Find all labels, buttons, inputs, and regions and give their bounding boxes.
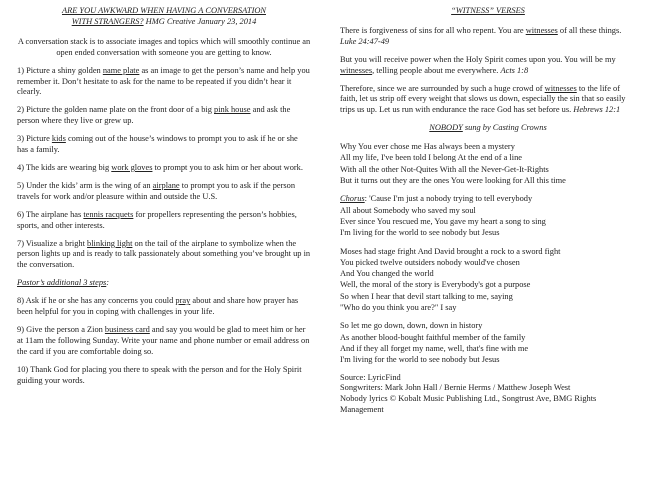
lyric-line: Why You ever chose me Has always been a mystery — [340, 142, 515, 152]
step-item: 8) Ask if he or she has any concerns you could pray about and share how prayer has been helpful for you in coping with challenges in your life. — [17, 296, 299, 317]
lyric-line: But it turns out they are the ones You were looking for All this time — [340, 176, 566, 186]
chorus-line: Ever since You rescued me, You gave my heart a song to sing — [340, 216, 546, 226]
chorus-line: Chorus: 'Cause I'm just a nobody trying to tell everybody — [340, 194, 533, 204]
lyric-line: Moses had stage fright And David brought a rock to a sword fight — [340, 246, 561, 256]
left-column — [17, 6, 311, 386]
lyric-line: So when I hear that devil start talking to me, saying — [340, 291, 513, 301]
step-item: 7) Visualize a bright blinking light on the tail of the airplane to symbolize when the person lights up and is ready to talk passionately about something you’ve brought up in the conversation. — [17, 238, 311, 270]
step-item: 1) Picture a shiny golden name plate as an image to get the person’s name and help you remember it. Don’t hesitate to ask for the name to be repeated if you didn’t hear it clearly. — [17, 65, 310, 97]
lyric-line: "Who do you think you are?" I say — [340, 303, 457, 313]
lyrics-verse-3 — [340, 320, 636, 365]
step-item: 4) The kids are wearing big work gloves to prompt you to ask him or her about work. — [17, 162, 303, 172]
verse-luke: There is forgiveness of sins for all who repent. You are witnesses of all these things. Luke 24:47-49 — [340, 25, 622, 46]
conversation-title: ARE YOU AWKWARD WHEN HAVING A CONVERSATION WITH STRANGERS? HMG Creative January 23, 2014 — [61, 6, 266, 26]
lyrics-verse-1 — [340, 141, 636, 186]
step-item: 2) Picture the golden name plate on the front door of a big pink house and ask the person where they live or grew up. — [17, 105, 291, 126]
copyright: Nobody lyrics © Kobalt Music Publishing Ltd., Songtrust Ave, BMG Rights Management — [340, 394, 597, 415]
lyric-line: And if they all forget my name, well, that's fine with me — [340, 343, 529, 353]
song-lyrics — [340, 141, 636, 365]
lyrics-verse-2 — [340, 246, 636, 314]
step-item: 6) The airplane has tennis racquets for propellers representing the person’s hobbies, sports, and other interests. — [17, 209, 297, 230]
lyric-line: As another blood-bought faithful member of the family — [340, 332, 526, 342]
pastor-heading: Pastor’s additional 3 steps: — [17, 278, 110, 288]
byline: HMG Creative January 23, 2014 — [145, 16, 257, 26]
closing-step: 10) Thank God for placing you there to speak with the person and for the Holy Spirit guiding your words. — [17, 364, 302, 385]
lyric-line: All my life, I've been told I belong At the end of a line — [340, 153, 522, 163]
lyric-line: Well, the moral of the story is Everybody's got a purpose — [340, 280, 531, 290]
lyrics-chorus — [340, 193, 636, 238]
songwriters: Songwriters: Mark John Hall / Bernie Herms / Matthew Joseph West — [340, 383, 571, 393]
verse-acts: But you will receive power when the Holy Spirit comes upon you. You will be my witnesses, telling people about me everywhere. Acts 1:8 — [340, 54, 616, 75]
right-column — [340, 6, 636, 416]
step-item: 5) Under the kids’ arm is the wing of an airplane to prompt you to ask if the person travels for work and/or pleasure within and outside the U.S. — [17, 180, 296, 201]
intro-paragraph: A conversation stack is to associate images and topics which will smoothly continue an open ended conversation with someone you are getting to know. — [17, 36, 311, 57]
lyric-line: And You changed the world — [340, 269, 434, 279]
lyric-line: With all the other Not-Quites With all the Never-Get-It-Rights — [340, 164, 549, 174]
step-item: 3) Picture kids coming out of the house’s windows to prompt you to ask if he or she has a family. — [17, 134, 298, 155]
lyrics-source: Source: LyricFind — [340, 372, 401, 382]
verses-title: “WITNESS” VERSES — [451, 6, 525, 15]
lyric-line: So let me go down, down, down in history — [340, 321, 483, 331]
verse-hebrews: Therefore, since we are surrounded by such a huge crowd of witnesses to the life of faith, let us strip off every weight that slows us down, especially the sin that so easily trips us up. Let us run with endurance the race God has set before us. Hebrews 12:1 — [340, 83, 626, 115]
song-title: NOBODY sung by Casting Crowns — [429, 123, 547, 133]
chorus-line: I'm living for the world to see nobody but Jesus — [340, 228, 500, 238]
lyric-line: You picked twelve outsiders nobody would've chosen — [340, 257, 520, 267]
step-item: 9) Give the person a Zion business card and say you would be glad to meet him or her at 11am the following Sunday. Write your name and phone number or email address on the card if you are comfortable doing so. — [17, 324, 310, 356]
conversation-steps — [17, 66, 311, 272]
pastor-steps — [17, 296, 311, 358]
lyric-line: I'm living for the world to see nobody but Jesus — [340, 355, 500, 365]
chorus-line: All about Somebody who saved my soul — [340, 205, 476, 215]
